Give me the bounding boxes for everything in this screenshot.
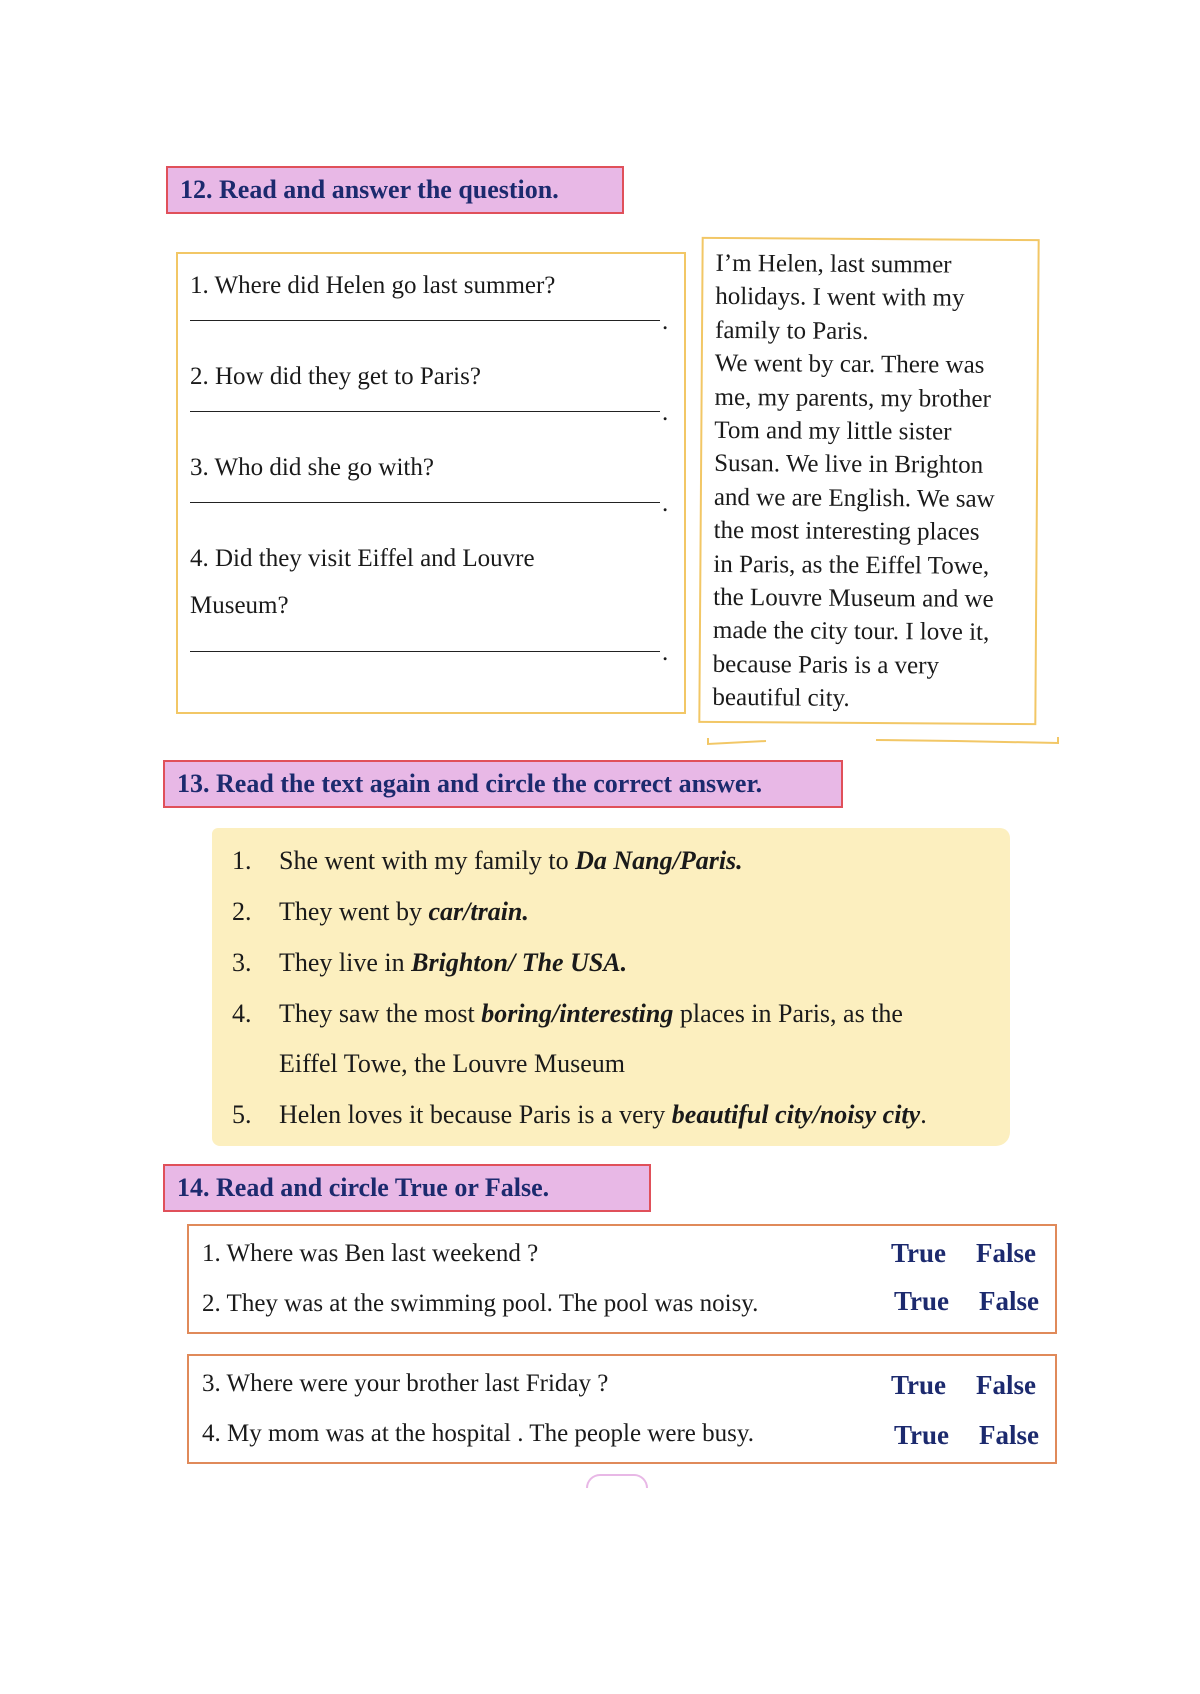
answer-line-4[interactable] xyxy=(190,651,660,652)
item-text: They saw the most xyxy=(279,999,482,1028)
false-option[interactable]: False xyxy=(976,1370,1036,1400)
item-text-end: places in Paris, as the xyxy=(673,999,903,1028)
circle-answer-box xyxy=(212,828,1010,1146)
answer-line-1[interactable] xyxy=(190,320,660,321)
section-13-heading: 13. Read the text again and circle the correct answer. xyxy=(163,760,843,808)
item-text: She went with my family to xyxy=(279,846,576,875)
section-12-heading: 12. Read and answer the question. xyxy=(166,166,624,214)
passage-line: beautiful city. xyxy=(712,684,850,713)
true-option[interactable]: True xyxy=(891,1238,946,1268)
answer-options[interactable]: boring/interesting xyxy=(481,999,674,1028)
answer-dot-4: . xyxy=(662,639,669,666)
statement-3: 3. Where were your brother last Friday ? xyxy=(202,1370,609,1397)
answer-dot-3: . xyxy=(662,490,669,517)
passage-line: in Paris, as the Eiffel Towe, xyxy=(713,550,990,580)
false-option[interactable]: False xyxy=(979,1420,1039,1450)
passage-line: family to Paris. xyxy=(714,316,869,345)
false-option[interactable]: False xyxy=(976,1238,1036,1268)
answer-options[interactable]: Da Nang/Paris. xyxy=(575,846,743,875)
true-option[interactable]: True xyxy=(891,1370,946,1400)
true-false-box-2 xyxy=(187,1354,1057,1464)
reading-passage xyxy=(698,237,1039,725)
true-option[interactable]: True xyxy=(894,1420,949,1450)
answer-line-2[interactable] xyxy=(190,411,660,412)
statement-4: 4. My mom was at the hospital . The people were busy. xyxy=(202,1420,754,1447)
passage-line: me, my parents, my brother xyxy=(714,383,991,413)
passage-line: We went by car. There was xyxy=(714,350,985,380)
passage-line: Susan. We live in Brighton xyxy=(714,450,984,480)
passage-decoration xyxy=(706,736,1060,748)
passage-line: made the city tour. I love it, xyxy=(712,617,990,647)
questions-box xyxy=(176,252,686,714)
item-text: They went by xyxy=(279,897,429,926)
question-4: 4. Did they visit Eiffel and Louvre xyxy=(190,545,535,572)
item-number: 3. xyxy=(232,948,252,977)
false-option[interactable]: False xyxy=(979,1286,1039,1316)
passage-line: I’m Helen, last summer xyxy=(715,249,952,279)
true-false-box-1 xyxy=(187,1224,1057,1334)
question-2: 2. How did they get to Paris? xyxy=(190,363,481,390)
statement-2: 2. They was at the swimming pool. The pool was noisy. xyxy=(202,1290,759,1317)
passage-line: because Paris is a very xyxy=(712,650,940,680)
item-number: 1. xyxy=(232,846,252,875)
passage-line: the most interesting places xyxy=(713,517,980,547)
passage-line: Tom and my little sister xyxy=(714,416,952,446)
section-14-heading: 14. Read and circle True or False. xyxy=(163,1164,651,1212)
true-option[interactable]: True xyxy=(894,1286,949,1316)
item-number: 5. xyxy=(232,1100,252,1129)
item-text: They live in xyxy=(279,948,412,977)
statement-1: 1. Where was Ben last weekend ? xyxy=(202,1240,539,1267)
passage-line: holidays. I went with my xyxy=(715,283,965,313)
question-3: 3. Who did she go with? xyxy=(190,454,434,481)
answer-line-3[interactable] xyxy=(190,502,660,503)
item-number: 4. xyxy=(232,999,252,1028)
answer-options[interactable]: Brighton/ The USA. xyxy=(411,948,628,977)
item-text-end: . xyxy=(920,1100,927,1129)
item-text: Helen loves it because Paris is a very xyxy=(279,1100,672,1129)
answer-dot-2: . xyxy=(662,399,669,426)
passage-line: and we are English. We saw xyxy=(713,483,995,513)
answer-options[interactable]: car/train. xyxy=(428,897,529,926)
question-4-continued: Museum? xyxy=(190,592,289,619)
page-number-tab xyxy=(586,1474,648,1488)
item-number: 2. xyxy=(232,897,252,926)
item-4-continued: Eiffel Towe, the Louvre Museum xyxy=(279,1049,625,1078)
passage-line: the Louvre Museum and we xyxy=(713,583,994,613)
answer-options[interactable]: beautiful city/noisy city xyxy=(671,1100,921,1129)
question-1: 1. Where did Helen go last summer? xyxy=(190,272,556,299)
answer-dot-1: . xyxy=(662,308,669,335)
